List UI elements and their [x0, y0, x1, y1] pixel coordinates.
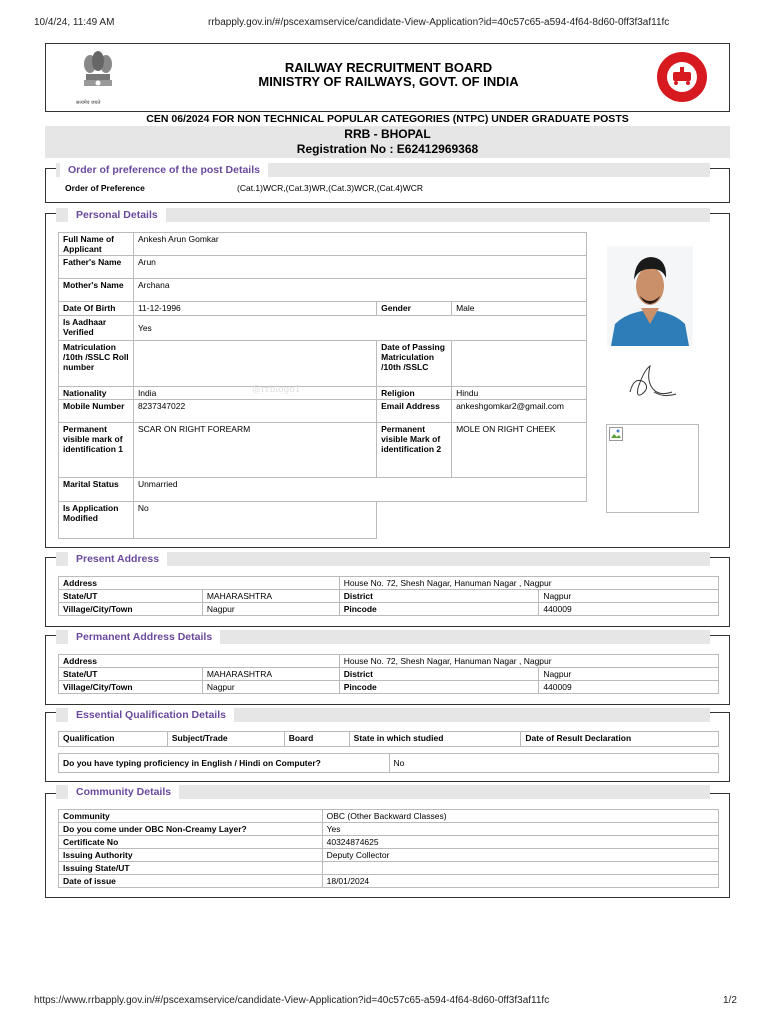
cell-label: Address [59, 655, 340, 668]
table-row [59, 823, 719, 836]
mobile-value: 8237347022 [133, 400, 376, 423]
matric-value [133, 341, 376, 387]
indian-railways-logo-icon [656, 51, 708, 103]
personal-table [58, 232, 587, 502]
cell-label: District [339, 668, 539, 681]
table-row [59, 387, 587, 400]
cell-label: Gender [377, 302, 452, 316]
print-datetime: 10/4/24, 11:49 AM [34, 17, 115, 28]
col-board: Board [284, 732, 349, 747]
cell-label: Nationality [59, 387, 134, 400]
permanent-state-value: MAHARASHTRA [202, 668, 339, 681]
table-row [59, 810, 719, 823]
cell-label: Issuing Authority [59, 849, 323, 862]
permanent-title: Permanent Address Details [68, 630, 220, 644]
cell-label: Community [59, 810, 323, 823]
table-row [59, 590, 719, 603]
board-title: RAILWAY RECRUITMENT BOARD [284, 60, 493, 75]
marital-value: Unmarried [133, 478, 586, 502]
cell-label: Marital Status [59, 478, 134, 502]
mark2-value: MOLE ON RIGHT CHEEK [452, 423, 587, 478]
cell-label: Address [59, 577, 340, 590]
cell-label: Date of Passing Matriculation /10th /SSLC [377, 341, 452, 387]
cell-label: State/UT [59, 590, 203, 603]
cell-label: Pincode [339, 603, 539, 616]
table-row [59, 256, 587, 279]
page-number: 1/2 [723, 995, 737, 1006]
table-row [59, 754, 719, 773]
religion-value: Hindu [452, 387, 587, 400]
table-row [59, 478, 587, 502]
table-row [59, 302, 587, 316]
cell-label: Pincode [339, 681, 539, 694]
registration-number: Registration No : E62412969368 [296, 142, 479, 156]
permanent-address-value: House No. 72, Shesh Nagar, Hanuman Nagar , Nagpur [339, 655, 718, 668]
email-value: ankeshgomkar2@gmail.com [452, 400, 587, 423]
cell-label: Permanent visible Mark of identification 2 [377, 423, 452, 478]
table-row [59, 577, 719, 590]
permanent-address-table [58, 654, 719, 694]
cell-label: Father's Name [59, 256, 134, 279]
nationality-value: India [133, 387, 376, 400]
cell-label: Village/City/Town [59, 681, 203, 694]
footer-url: https://www.rrbapply.gov.in/#/pscexamservice/candidate-View-Application?id=40c57c65-a594-4f64-8d60-0ff3f3af11fc [34, 995, 550, 1006]
present-pincode-value: 440009 [539, 603, 719, 616]
preference-title: Order of preference of the post Details [60, 163, 268, 177]
ministry-title: MINISTRY OF RAILWAYS, GOVT. OF INDIA [258, 74, 519, 89]
cell-label: Full Name of Applicant [59, 233, 134, 256]
typing-value: No [389, 754, 718, 773]
certificate-value: 40324874625 [322, 836, 718, 849]
cell-label: Issuing State/UT [59, 862, 323, 875]
cell-label: Certificate No [59, 836, 323, 849]
cell-label: State/UT [59, 668, 203, 681]
col-subject: Subject/Trade [167, 732, 284, 747]
cell-label: Village/City/Town [59, 603, 203, 616]
mother-name-value: Archana [133, 279, 586, 302]
mark1-value: SCAR ON RIGHT FOREARM [133, 423, 376, 478]
present-district-value: Nagpur [539, 590, 719, 603]
cell-label: Matriculation /10th /SSLC Roll number [59, 341, 134, 387]
table-row [59, 732, 719, 747]
typing-table [58, 753, 719, 773]
table-row [59, 836, 719, 849]
present-address-table [58, 576, 719, 616]
modified-value: No [133, 502, 376, 539]
creamy-value: Yes [322, 823, 718, 836]
table-row [59, 400, 587, 423]
table-row [59, 279, 587, 302]
issue-date-value: 18/01/2024 [322, 875, 718, 888]
permanent-village-value: Nagpur [202, 681, 339, 694]
cell-label: Is Application Modified [59, 502, 134, 539]
cell-label: Date of issue [59, 875, 323, 888]
preference-value: (Cat.1)WCR,(Cat.3)WR,(Cat.3)WCR,(Cat.4)WCR [237, 183, 424, 193]
signature-icon [624, 362, 680, 404]
cell-label: District [339, 590, 539, 603]
cell-label: Mobile Number [59, 400, 134, 423]
cen-title: CEN 06/2024 FOR NON TECHNICAL POPULAR CATEGORIES (NTPC) UNDER GRADUATE POSTS [146, 113, 629, 125]
broken-image-icon [609, 427, 623, 441]
cell-label: Permanent visible mark of identification 1 [59, 423, 134, 478]
table-row [59, 668, 719, 681]
gender-value: Male [452, 302, 587, 316]
cell-label: Religion [377, 387, 452, 400]
candidate-photo-icon [607, 246, 693, 346]
aadhaar-value: Yes [133, 316, 586, 341]
present-title: Present Address [68, 552, 167, 566]
typing-label: Do you have typing proficiency in English / Hindi on Computer? [59, 754, 390, 773]
table-row [59, 849, 719, 862]
present-address-value: House No. 72, Shesh Nagar, Hanuman Nagar , Nagpur [339, 577, 718, 590]
table-row [59, 233, 587, 256]
col-state: State in which studied [349, 732, 521, 747]
issue-state-value [322, 862, 718, 875]
rrb-name: RRB - BHOPAL [344, 127, 431, 141]
broken-image [606, 424, 699, 513]
cell-label: Email Address [377, 400, 452, 423]
watermark: @rrblogo1 [252, 385, 301, 395]
dob-value: 11-12-1996 [133, 302, 376, 316]
father-name-value: Arun [133, 256, 586, 279]
present-state-value: MAHARASHTRA [202, 590, 339, 603]
cell-label: Mother's Name [59, 279, 134, 302]
community-table [58, 809, 719, 888]
full-name-value: Ankesh Arun Gomkar [133, 233, 586, 256]
table-row [59, 862, 719, 875]
modified-table [58, 501, 377, 539]
table-row [59, 502, 377, 539]
passing-value [452, 341, 587, 387]
col-qualification: Qualification [59, 732, 168, 747]
cell-label: Do you come under OBC Non-Creamy Layer? [59, 823, 323, 836]
permanent-pincode-value: 440009 [539, 681, 719, 694]
print-url: rrbapply.gov.in/#/pscexamservice/candidate-View-Application?id=40c57c65-a594-4f64-8d60-0ff3f3af11fc [208, 17, 670, 28]
cell-label: Is Aadhaar Verified [59, 316, 134, 341]
present-village-value: Nagpur [202, 603, 339, 616]
col-result-date: Date of Result Declaration [521, 732, 719, 747]
table-row [59, 655, 719, 668]
table-row [59, 681, 719, 694]
community-title: Community Details [68, 785, 179, 799]
table-row [59, 603, 719, 616]
table-row [59, 341, 587, 387]
candidate-photo [607, 246, 693, 346]
table-row [59, 875, 719, 888]
cell-label: Date Of Birth [59, 302, 134, 316]
qualification-table [58, 731, 719, 747]
permanent-district-value: Nagpur [539, 668, 719, 681]
community-value: OBC (Other Backward Classes) [322, 810, 718, 823]
table-row [59, 316, 587, 341]
preference-label: Order of Preference [65, 183, 145, 193]
table-row [59, 423, 587, 478]
personal-title: Personal Details [68, 208, 166, 222]
authority-value: Deputy Collector [322, 849, 718, 862]
qualification-title: Essential Qualification Details [68, 708, 234, 722]
header-box [45, 43, 730, 112]
emblem-caption: सत्यमेव जयते [76, 100, 101, 106]
